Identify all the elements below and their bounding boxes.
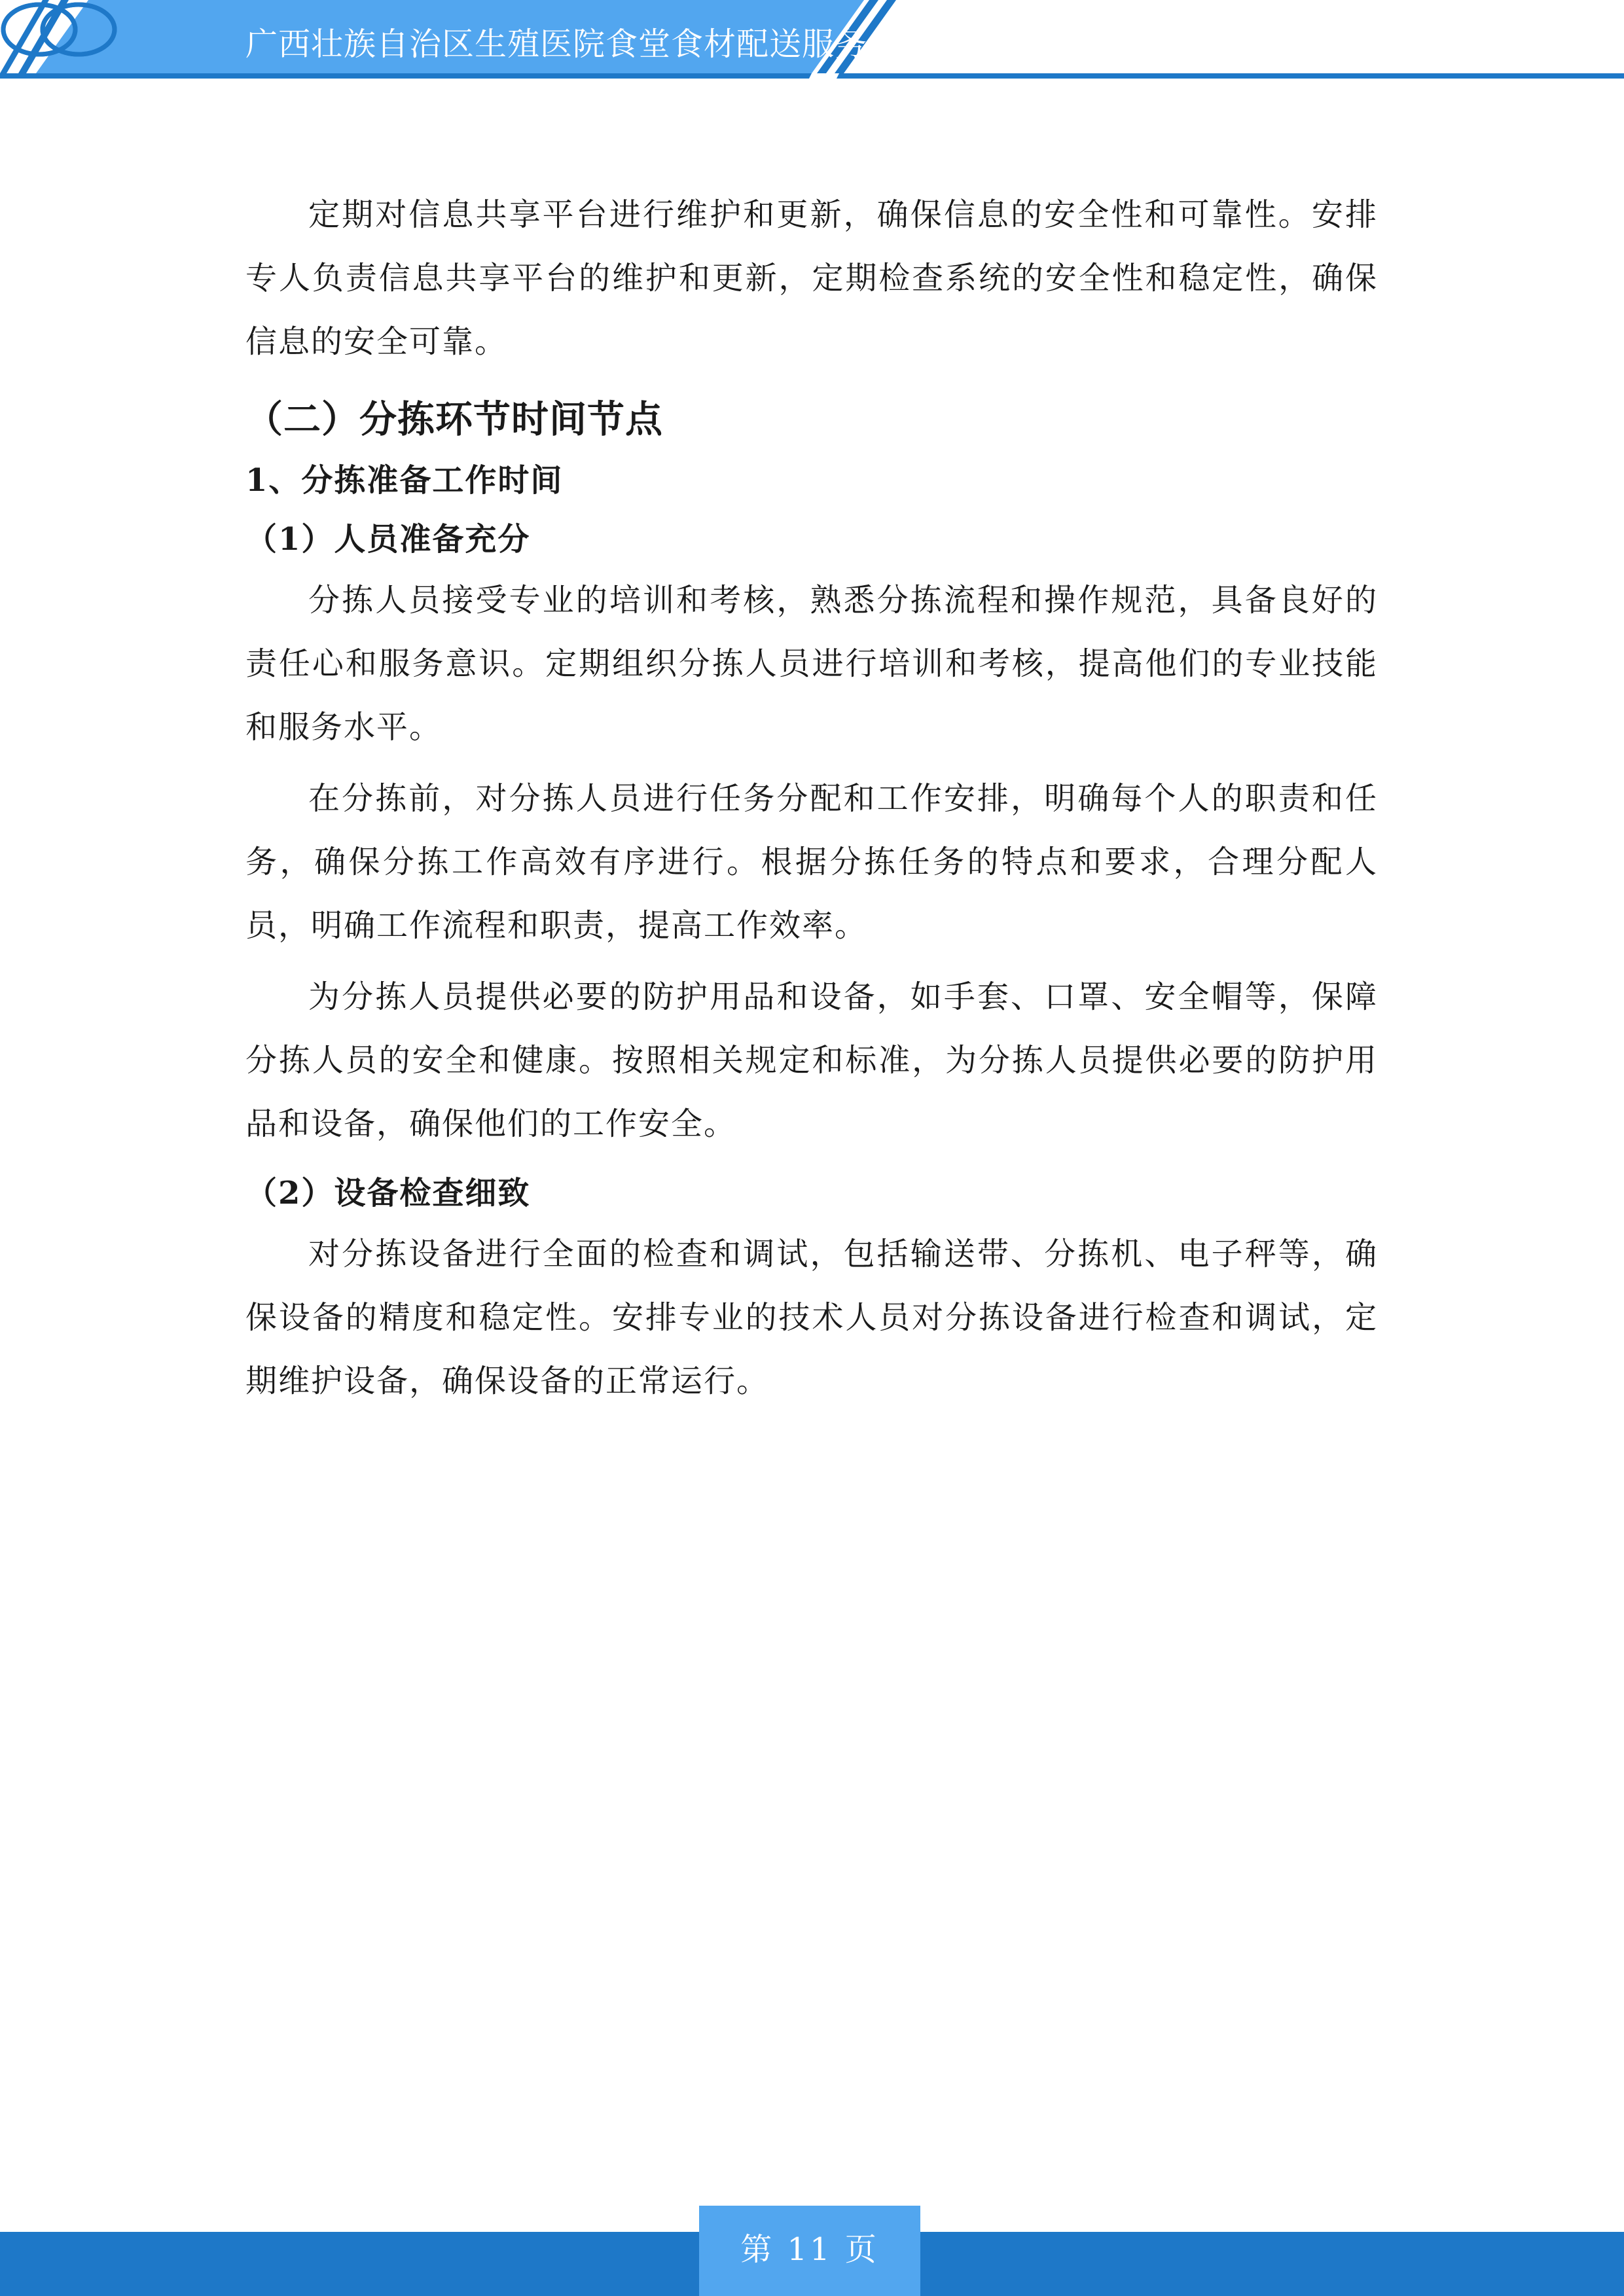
intro-paragraph: 定期对信息共享平台进行维护和更新，确保信息的安全性和可靠性。安排专人负责信息共享平台的维护和更新，定期检查系统的安全性和稳定性，确保信息的安全可靠。 bbox=[245, 196, 1378, 360]
item1-paragraph: 分拣人员接受专业的培训和考核，熟悉分拣流程和操作规范，具备良好的责任心和服务意识。定期组织分拣人员进行培训和考核，提高他们的专业技能和服务水平。 bbox=[245, 582, 1378, 745]
item1-heading: （1）人员准备充分 bbox=[245, 521, 531, 558]
item2-paragraph: 对分拣设备进行全面的检查和调试，包括输送带、分拣机、电子秤等，确保设备的精度和稳定性。安排专业的技术人员对分拣设备进行检查和调试，定期维护设备，确保设备的正常运行。 bbox=[245, 1236, 1378, 1399]
item1-paragraph: 为分拣人员提供必要的防护用品和设备，如手套、口罩、安全帽等，保障分拣人员的安全和健康。按照相关规定和标准，为分拣人员提供必要的防护用品和设备，确保他们的工作安全。 bbox=[245, 978, 1378, 1142]
item1-paragraph: 在分拣前，对分拣人员进行任务分配和工作安排，明确每个人的职责和任务，确保分拣工作高效有序进行。根据分拣任务的特点和要求，合理分配人员，明确工作流程和职责，提高工作效率。 bbox=[245, 780, 1378, 944]
header-title: 广西壮族自治区生殖医院食堂食材配送服务 bbox=[245, 26, 868, 63]
section-heading: （二）分拣环节时间节点 bbox=[245, 397, 663, 441]
item2-heading: （2）设备检查细致 bbox=[245, 1175, 531, 1211]
page-header bbox=[0, 0, 1624, 85]
page-number: 第 11 页 bbox=[740, 2231, 879, 2268]
interlocking-rings-logo-icon bbox=[0, 0, 118, 59]
document-body bbox=[245, 183, 1378, 1413]
subsection-heading: 1、分拣准备工作时间 bbox=[245, 462, 564, 499]
